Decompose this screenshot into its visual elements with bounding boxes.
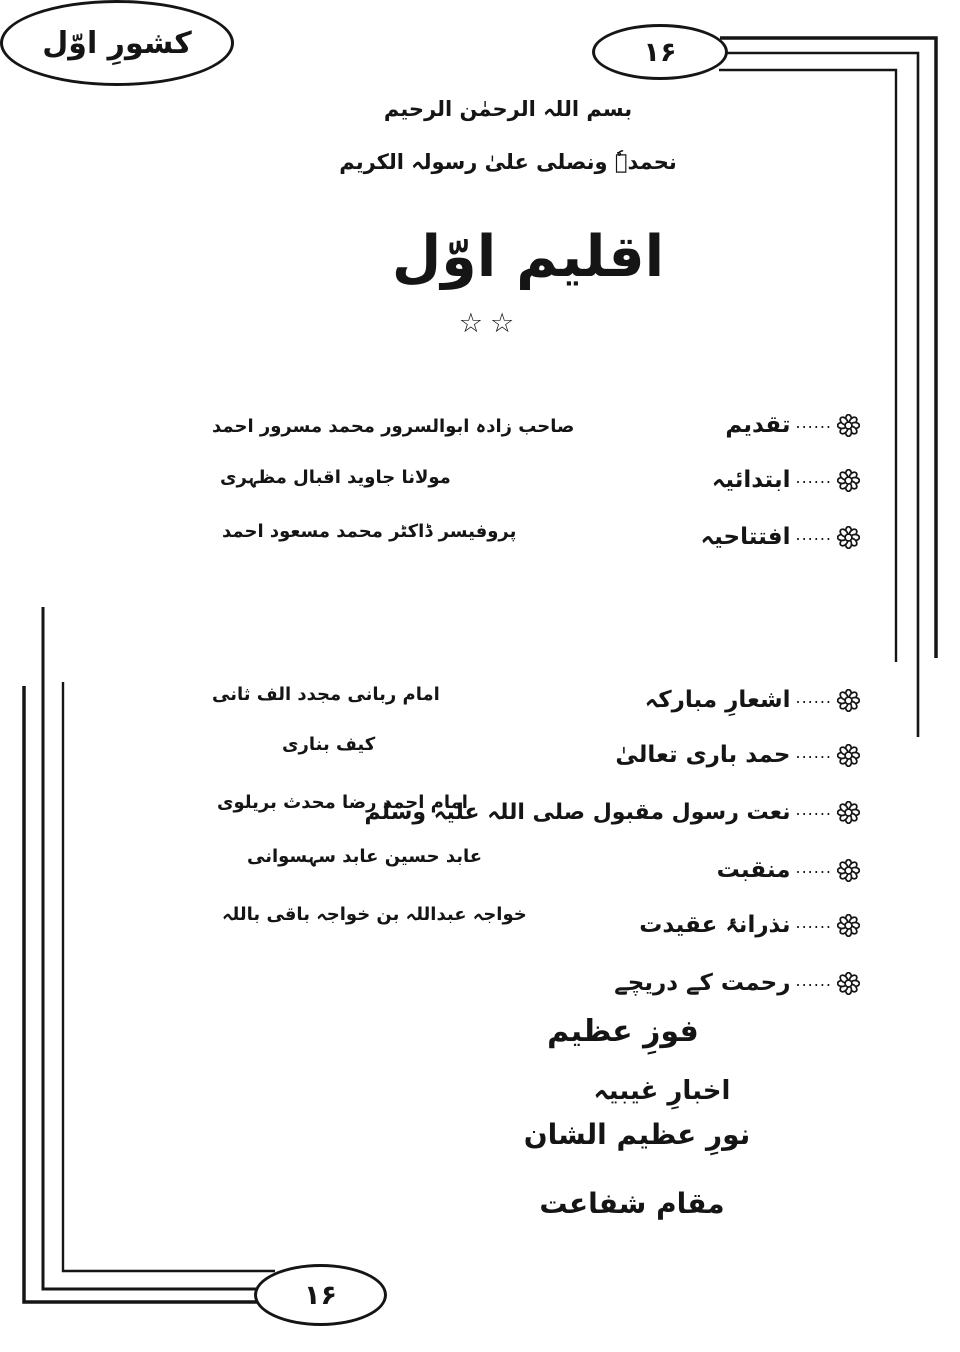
dotted-leader: ......: [795, 413, 832, 432]
dotted-leader: ......: [795, 858, 832, 877]
toc-row: [725, 408, 860, 442]
page-number-bottom: ۱۶: [304, 1279, 337, 1311]
dotted-leader: ......: [795, 971, 832, 990]
toc-row: [717, 853, 860, 887]
rosette-bullet-icon: [837, 689, 860, 712]
dotted-leader: ......: [795, 743, 832, 762]
toc-entry-author: صاحب زادہ ابوالسرور محمد مسرور احمد: [212, 416, 575, 437]
rosette-bullet-icon: [837, 414, 860, 437]
toc-entry-title: اشعارِ مبارکہ: [644, 687, 791, 713]
toc-row: [639, 908, 860, 942]
bismillah-line-1: بسم اللہ الرحمٰن الرحیم: [383, 97, 633, 121]
toc-row: [701, 520, 860, 554]
toc-entry-author: عابد حسین عابد سہسوانی: [247, 846, 483, 867]
double-star-ornament: ☆☆: [458, 308, 522, 339]
toc-row: [645, 683, 860, 717]
rosette-bullet-icon: [837, 859, 860, 882]
chapter-title: نورِ عظیم الشان: [523, 1118, 751, 1151]
rosette-bullet-icon: [837, 469, 860, 492]
page-number-badge-top: [592, 24, 728, 80]
page-title: اقلیم اوّل: [391, 224, 665, 290]
toc-entry-title: نعت رسول مقبول صلی اللہ علیہ وسلم: [364, 799, 791, 825]
toc-entry-title: ابتدائیہ: [711, 467, 791, 493]
frame-bottom-left-middle-line: [43, 607, 260, 1289]
toc-entry-title: نذرانۂ عقیدت: [639, 912, 791, 938]
frame-top-right-outer-line: [720, 38, 936, 658]
toc-entry-author: خواجہ عبداللہ بن خواجہ باقی باللہ: [222, 904, 527, 925]
chapter-title: اخبارِ غیبیہ: [593, 1076, 731, 1106]
dotted-leader: ......: [795, 913, 832, 932]
toc-entry-author: پروفیسر ڈاکٹر محمد مسعود احمد: [222, 521, 517, 542]
dotted-leader: ......: [795, 688, 832, 707]
toc-entry-author: امام ربانی مجدد الف ثانی: [212, 684, 440, 705]
bismillah-line-2: نحمدہٗ ونصلی علیٰ رسولہ الکریم: [339, 150, 677, 174]
page-number-badge-bottom: [254, 1264, 387, 1326]
toc-entry-author: کیف بناری: [282, 734, 376, 755]
toc-row: [614, 966, 860, 1000]
rosette-bullet-icon: [837, 801, 860, 824]
toc-entry-title: افتتاحیہ: [700, 524, 791, 550]
chapter-title: فوزِ عظیم: [547, 1014, 699, 1049]
toc-entry-title: حمد باری تعالیٰ: [615, 742, 791, 768]
frame-bottom-left-outer-line: [24, 686, 268, 1302]
rosette-bullet-icon: [837, 914, 860, 937]
chapter-title: مقام شفاعت: [539, 1187, 725, 1220]
rosette-bullet-icon: [837, 972, 860, 995]
dotted-leader: ......: [795, 525, 832, 544]
rosette-bullet-icon: [837, 526, 860, 549]
toc-entry-title: منقبت: [716, 857, 791, 883]
toc-row: [615, 738, 860, 772]
toc-entry-author: امام احمد رضا محدث بریلوی: [217, 792, 468, 813]
frame-bottom-left-inner-line: [63, 682, 275, 1271]
dotted-leader: ......: [795, 468, 832, 487]
section-divider-label: کشورِ اوّل: [42, 25, 192, 61]
toc-entry-title: تقدیم: [725, 412, 791, 438]
page-number-top: ۱۶: [643, 36, 677, 68]
toc-row: [712, 463, 860, 497]
toc-entry-author: مولانا جاوید اقبال مظہری: [220, 467, 451, 488]
dotted-leader: ......: [795, 800, 832, 819]
rosette-bullet-icon: [837, 744, 860, 767]
toc-entry-title: رحمت کے دریچے: [614, 970, 791, 996]
